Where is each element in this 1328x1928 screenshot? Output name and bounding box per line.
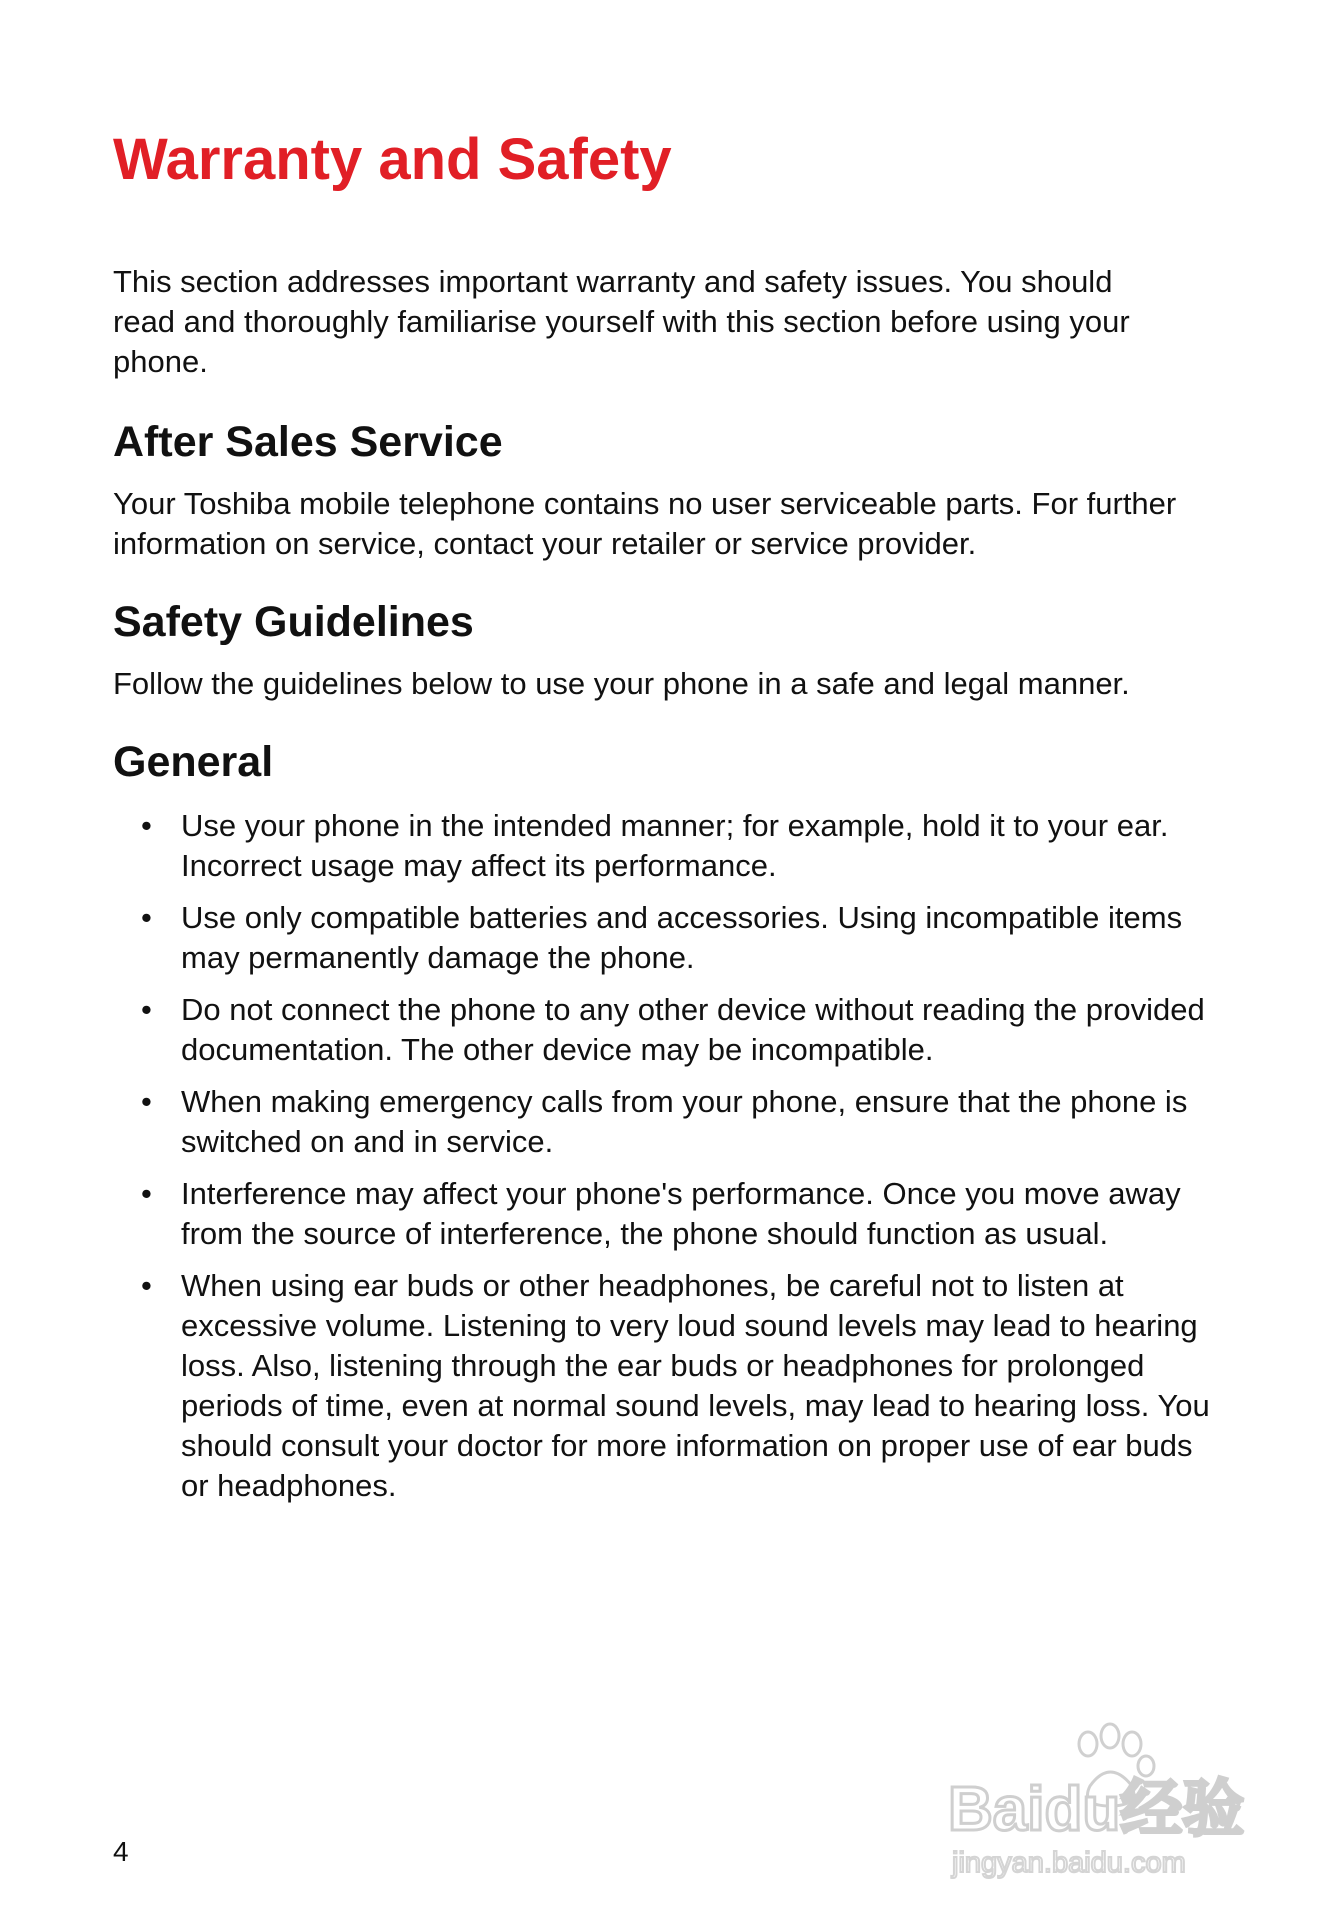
after-sales-heading: After Sales Service <box>113 418 503 466</box>
list-item <box>113 1174 1213 1254</box>
list-item <box>113 806 1213 886</box>
list-item <box>113 990 1213 1070</box>
list-item-text: When using ear buds or other headphones, be careful not to listen at excessive volume. Listening to very loud sound levels may lead to hearing loss. Also, listening through the ear buds or headphones for prolonged periods of time, even at normal sound levels, may lead to hearing loss. You should consult your doctor for more information on proper use of ear buds or headphones. <box>181 1268 1210 1503</box>
intro-paragraph: This section addresses important warranty and safety issues. You should read and thoroughly familiarise yourself with this section before using your phone. <box>113 264 1130 379</box>
watermark-brand-text: Baidu经验 <box>948 1775 1245 1844</box>
list-item <box>113 1266 1213 1506</box>
list-item-text: Use your phone in the intended manner; for example, hold it to your ear. Incorrect usage may affect its performance. <box>181 808 1169 883</box>
page-number: 4 <box>113 1836 129 1867</box>
general-guidelines-list <box>113 806 1213 1518</box>
list-item-text: Interference may affect your phone's performance. Once you move away from the source of interference, the phone should function as usual. <box>181 1176 1181 1251</box>
bullet-icon: • <box>141 1084 152 1119</box>
safety-guidelines-heading: Safety Guidelines <box>113 598 474 646</box>
bullet-icon: • <box>141 1268 152 1303</box>
bullet-icon: • <box>141 1176 152 1211</box>
bullet-icon: • <box>141 900 152 935</box>
list-item-text: Do not connect the phone to any other device without reading the provided documentation. The other device may be incompatible. <box>181 992 1205 1067</box>
list-item <box>113 898 1213 978</box>
after-sales-body: Your Toshiba mobile telephone contains no user serviceable parts. For further information on service, contact your retailer or service provider. <box>113 486 1177 561</box>
list-item <box>113 1082 1213 1162</box>
safety-guidelines-body: Follow the guidelines below to use your phone in a safe and legal manner. <box>113 666 1130 701</box>
bullet-icon: • <box>141 808 152 843</box>
list-item-text: When making emergency calls from your phone, ensure that the phone is switched on and in service. <box>181 1084 1188 1159</box>
page-title: Warranty and Safety <box>113 127 672 192</box>
bullet-icon: • <box>141 992 152 1027</box>
general-heading: General <box>113 738 274 786</box>
baidu-watermark-logo <box>940 1722 1260 1882</box>
watermark-url-text: jingyan.baidu.com <box>952 1847 1186 1879</box>
list-item-text: Use only compatible batteries and accessories. Using incompatible items may permanently damage the phone. <box>181 900 1183 975</box>
